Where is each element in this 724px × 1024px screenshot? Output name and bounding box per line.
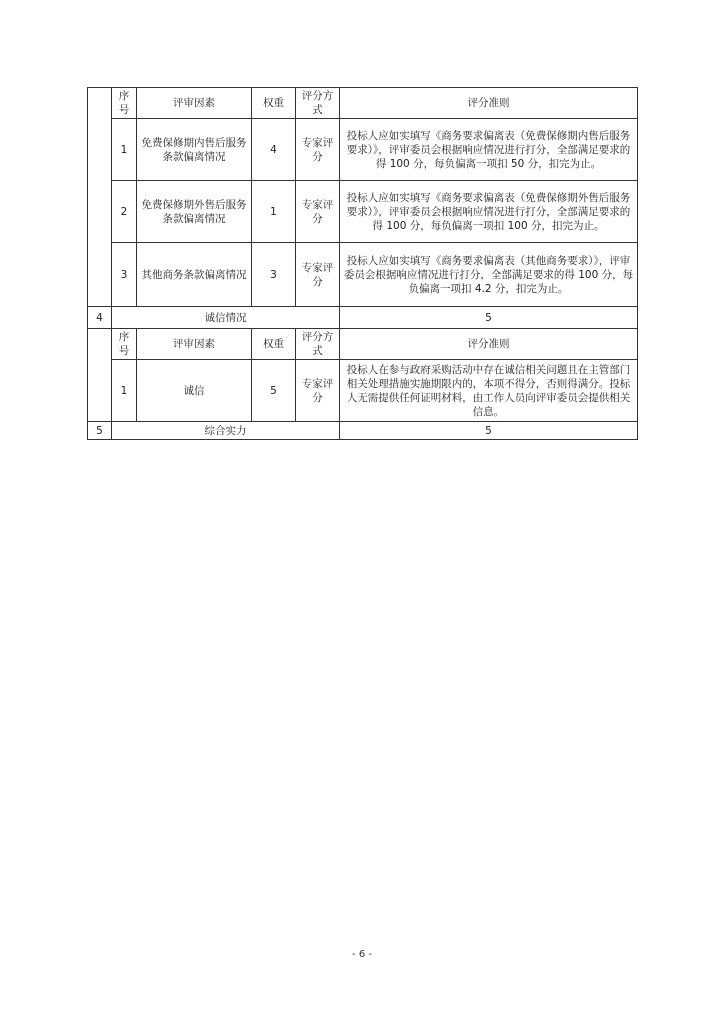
header-weight: 权重 <box>252 88 296 119</box>
row-no: 1 <box>112 119 137 181</box>
section-score: 5 <box>340 307 638 329</box>
page-number: - 6 - <box>352 949 372 960</box>
row-criteria: 投标人应如实填写《商务要求偏离表（免费保修期内售后服务要求）》，评审委员会根据响应情况进行打分，全部满足要求的得 100 分，每负偏离一项扣 50 分，扣完为止。 <box>340 119 638 181</box>
row-no: 3 <box>112 243 137 307</box>
header-no: 序号 <box>112 329 137 360</box>
row-weight: 3 <box>252 243 296 307</box>
table-row <box>88 181 638 243</box>
header-method: 评分方式 <box>296 88 340 119</box>
row-method: 专家评分 <box>296 243 340 307</box>
section-row <box>88 307 638 329</box>
header-criteria: 评分准则 <box>340 329 638 360</box>
section-name: 诚信情况 <box>112 307 340 329</box>
header-criteria: 评分准则 <box>340 88 638 119</box>
row-weight: 4 <box>252 119 296 181</box>
sub-header-row <box>88 329 638 360</box>
row-criteria: 投标人在参与政府采购活动中存在诚信相关问题且在主管部门相关处理措施实施期限内的，本项不得分，否则得满分。投标人无需提供任何证明材料，由工作人员向评审委员会提供相关信息。 <box>340 360 638 422</box>
outer-blank-cell <box>88 329 112 422</box>
row-criteria: 投标人应如实填写《商务要求偏离表（免费保修期外售后服务要求）》，评审委员会根据响应情况进行打分，全部满足要求的得 100 分，每负偏离一项扣 100 分，扣完为止。 <box>340 181 638 243</box>
table-row <box>88 243 638 307</box>
row-weight: 5 <box>252 360 296 422</box>
row-weight: 1 <box>252 181 296 243</box>
table-row <box>88 360 638 422</box>
row-factor: 免费保修期外售后服务条款偏离情况 <box>137 181 252 243</box>
row-no: 1 <box>112 360 137 422</box>
outer-blank-cell <box>88 88 112 307</box>
row-factor: 其他商务条款偏离情况 <box>137 243 252 307</box>
section-no: 4 <box>88 307 112 329</box>
scoring-table <box>87 87 638 440</box>
row-factor: 诚信 <box>137 360 252 422</box>
section-name: 综合实力 <box>112 422 340 440</box>
header-weight: 权重 <box>252 329 296 360</box>
header-factor: 评审因素 <box>137 329 252 360</box>
header-method: 评分方式 <box>296 329 340 360</box>
header-no: 序号 <box>112 88 137 119</box>
row-method: 专家评分 <box>296 119 340 181</box>
section-row <box>88 422 638 440</box>
header-factor: 评审因素 <box>137 88 252 119</box>
row-no: 2 <box>112 181 137 243</box>
row-method: 专家评分 <box>296 181 340 243</box>
section-score: 5 <box>340 422 638 440</box>
table-row <box>88 119 638 181</box>
row-criteria: 投标人应如实填写《商务要求偏离表（其他商务要求）》，评审委员会根据响应情况进行打分，全部满足要求的得 100 分，每负偏离一项扣 4.2 分，扣完为止。 <box>340 243 638 307</box>
row-factor: 免费保修期内售后服务条款偏离情况 <box>137 119 252 181</box>
section-no: 5 <box>88 422 112 440</box>
row-method: 专家评分 <box>296 360 340 422</box>
sub-header-row <box>88 88 638 119</box>
